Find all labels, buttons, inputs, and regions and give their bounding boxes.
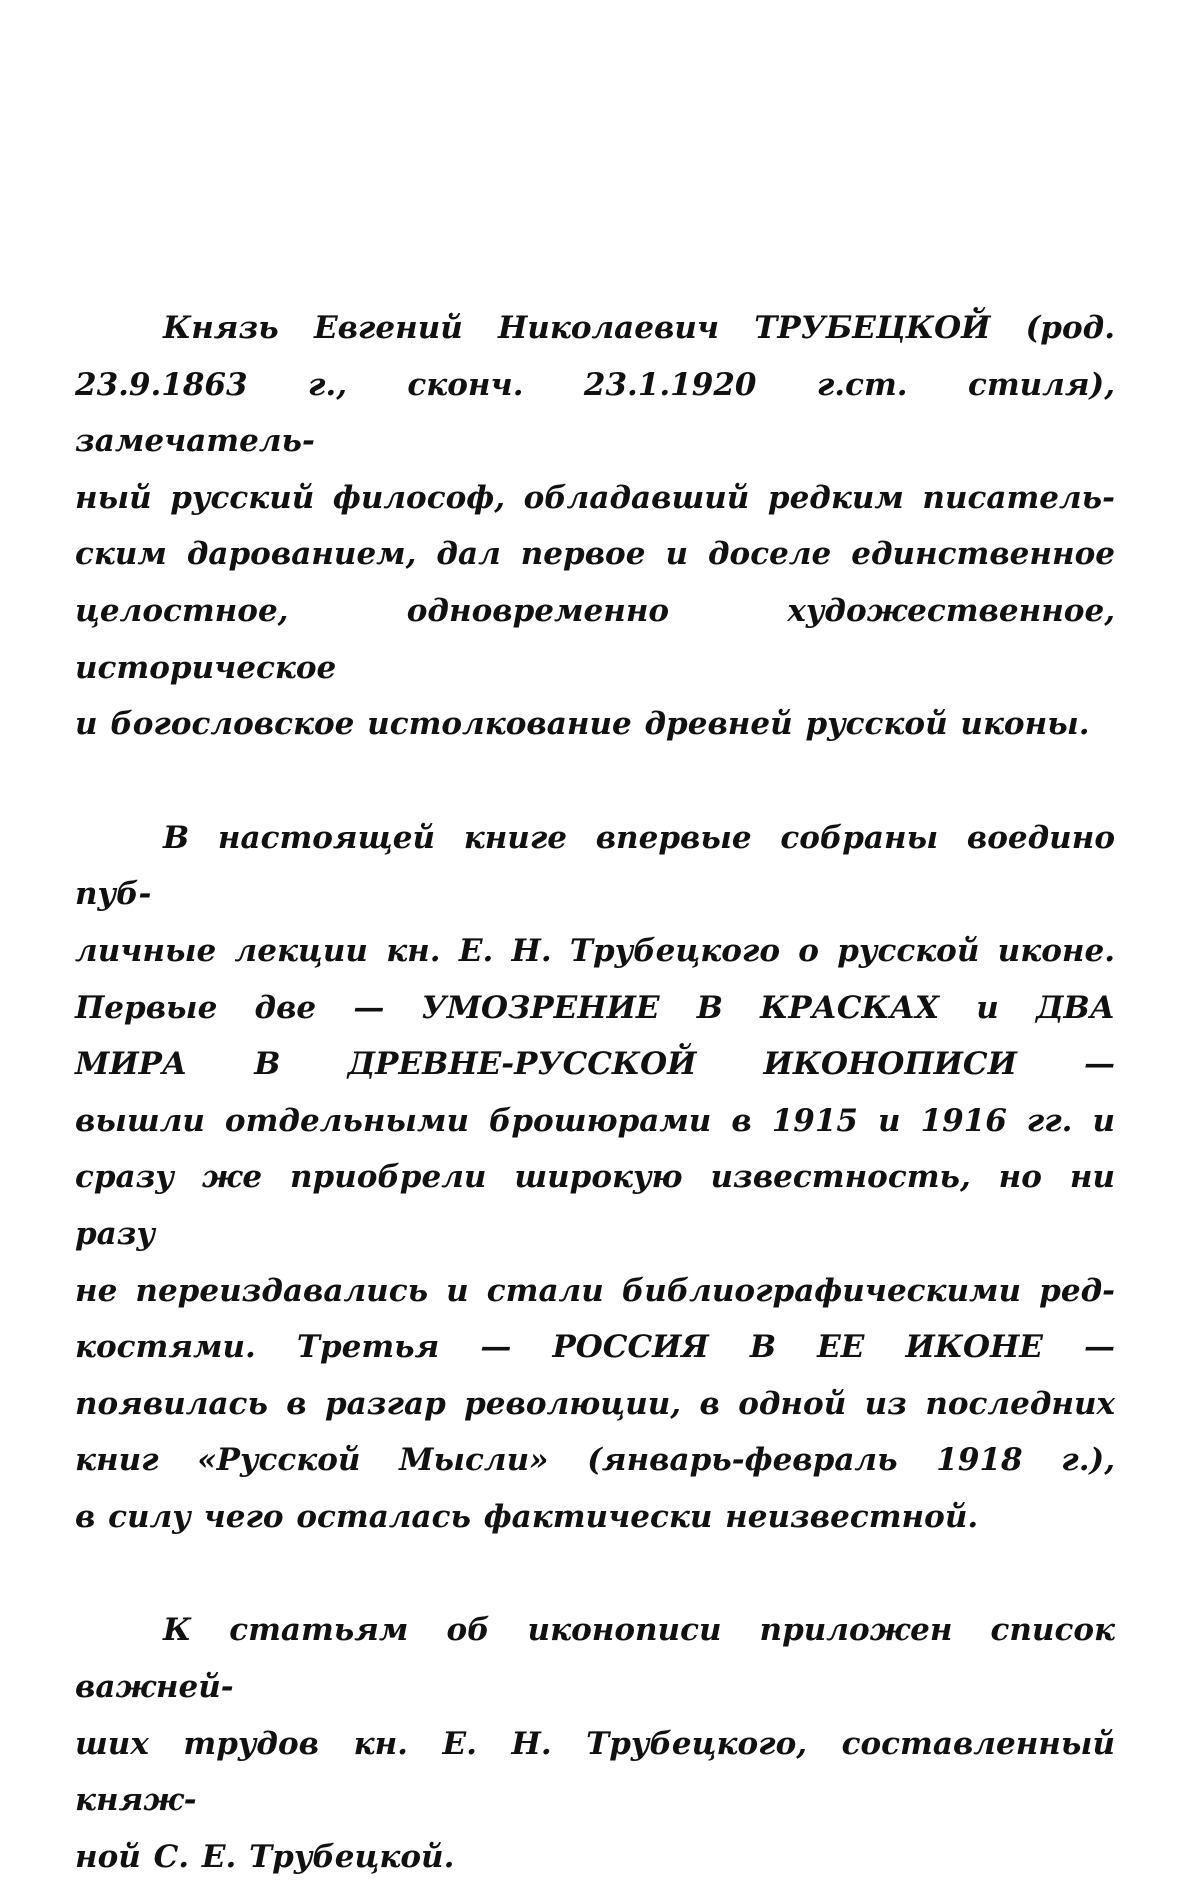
- text-line: костями. Третья — РОССИЯ В ЕЕ ИКОНЕ —: [75, 1329, 1115, 1366]
- text-line: ших трудов кн. Е. Н. Трубецкого, составленный княж-: [75, 1725, 1115, 1819]
- text-line: 23.9.1863 г., сконч. 23.1.1920 г.ст. стиля), замечатель-: [75, 366, 1115, 460]
- text-line: появилась в разгар революции, в одной из последних: [75, 1385, 1115, 1422]
- paragraph-book-contents: [75, 810, 1115, 1546]
- text-line: ским дарованием, дал первое и доселе единственное: [75, 536, 1115, 573]
- text-page: [75, 300, 1115, 1885]
- text-line: в силу чего осталась фактически неизвестной.: [75, 1498, 979, 1535]
- text-line: ной С. Е. Трубецкой.: [75, 1838, 455, 1875]
- text-line: целостное, одновременно художественное, историческое: [75, 592, 1115, 686]
- text-line: и богословское истолкование древней русской иконы.: [75, 706, 1090, 743]
- text-line: ный русский философ, обладавший редким писатель-: [75, 479, 1115, 516]
- text-line: К статьям об иконописи приложен список важней-: [75, 1612, 1115, 1706]
- text-line: не переиздавались и стали библиографическими ред-: [75, 1272, 1115, 1309]
- paragraph-appendix: [75, 1602, 1115, 1885]
- text-line: В настоящей книге впервые собраны воедино пуб-: [75, 819, 1115, 913]
- paragraph-biography: [75, 300, 1115, 753]
- text-line: сразу же приобрели широкую известность, но ни разу: [75, 1159, 1115, 1252]
- text-line: книг «Русской Мысли» (январь-февраль 1918 г.),: [75, 1442, 1115, 1479]
- text-line: МИРА В ДРЕВНЕ-РУССКОЙ ИКОНОПИСИ —: [75, 1046, 1115, 1083]
- text-line: Первые две — УМОЗРЕНИЕ В КРАСКАХ и ДВА: [75, 989, 1115, 1026]
- text-line: Князь Евгений Николаевич ТРУБЕЦКОЙ (род.: [163, 310, 1115, 346]
- text-line: вышли отдельными брошюрами в 1915 и 1916 гг. и: [75, 1102, 1115, 1139]
- text-line: личные лекции кн. Е. Н. Трубецкого о русской иконе.: [75, 932, 1115, 969]
